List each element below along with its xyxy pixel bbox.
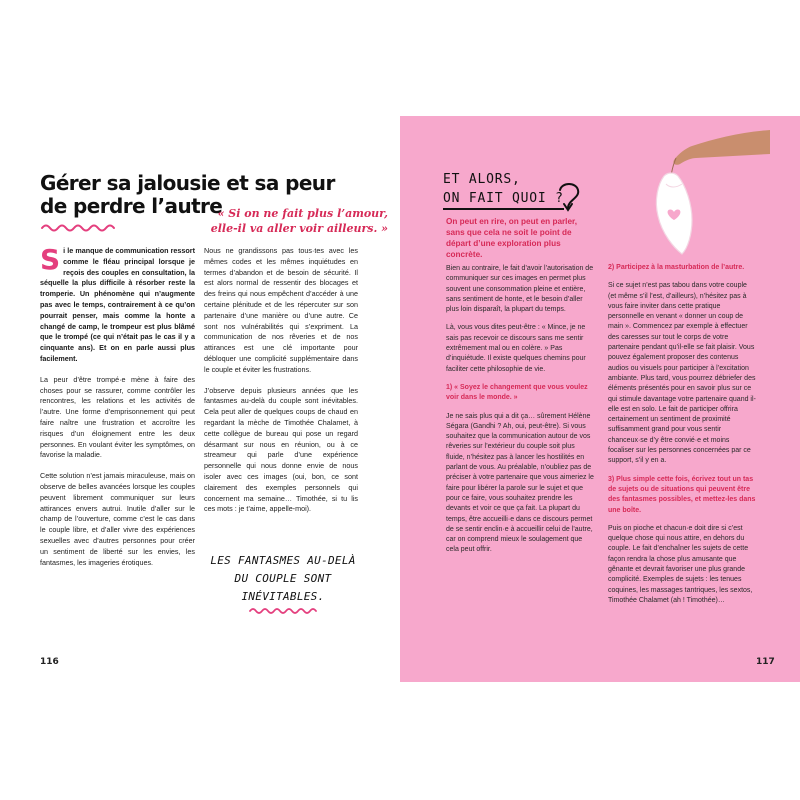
handwritten-callout: LES FANTASMES AU-DELÀ DU COUPLE SONT INÉVITABLES.	[210, 554, 356, 603]
question-curl-icon	[554, 180, 584, 216]
squiggle-icon	[40, 222, 120, 234]
subheading-3: 3) Plus simple cette fois, écrivez tout un tas de sujets ou de situations qui peuvent être des fantasmes possibles, et mettez-les dans une boîte.	[608, 475, 756, 514]
heading-line-1: ET ALORS,	[443, 172, 521, 187]
text-column-4	[608, 263, 756, 614]
intro-highlight: On peut en rire, on peut en parler, sans que cela ne soit le point de départ d’une exploration plus concrète.	[446, 217, 578, 259]
paragraph: Cette solution n’est jamais miraculeuse, mais on observe de belles avancées lorsque les couples peuvent librement communiquer sur leurs attirances envers autrui. Inutile d’aller sur le champ de l’ouverture, comme c’est le cas dans le couple libre, et d’aller vivre des expériences sexuelles avec d’autres personnes pour créer un sentiment de liberté sur les envies, les fantasmes, les imageries érotiques.	[40, 471, 195, 567]
page-title: Gérer sa jalousie et sa peur de perdre l’autre	[40, 171, 335, 218]
hand-illustration-icon	[620, 124, 770, 264]
page-number-left: 116	[40, 657, 59, 667]
subheading-1: 1) « Soyez le changement que vous voulez voir dans le monde. »	[446, 383, 588, 402]
paragraph: J’observe depuis plusieurs années que les fantasmes au-delà du couple sont inévitables. Cela peut aller de quelques coups de chaud en regardant la mèche de Timothée Chalamet, à cette collègue de bureau qui pose un regard désarmant sur nous en réunion, ou à ce streameur qui parle d’une expérience personnelle qui nous donne envie de nous isoler avec ces images (oui, bon, ce sont clairement des exemples personnels qui concernent ma semaine… Timothée, si tu lis ces mots : je t’aime, appelle-moi).	[204, 385, 358, 514]
underline-squiggle-icon	[248, 606, 318, 616]
paragraph: Nous ne grandissons pas tous·tes avec les mêmes codes et les mêmes inquiétudes en termes d’abandon et de besoin de sécurité. Il est alors normal de ressentir des blocages et des freins qui nous empêchent d’accéder à une certaine plénitude et de les répercuter sur son partenaire d’une manière ou d’une autre. Ce sont nos vulnérabilités qui s’expriment. La communication de nos rêveries et de nos attirances est une clé importante pour débloquer une complicité supplémentaire dans le couple et éviter les frustrations.	[204, 246, 358, 374]
subheading-2: 2) Participez à la masturbation de l’autre.	[608, 264, 745, 271]
page-number-right: 117	[756, 657, 775, 667]
lead-paragraph: i le manque de communication ressort comme le fléau principal lorsque je reçois des couples en consultation, la séquelle la plus difficile à résorber reste la tromperie. Un phénomène qui n’augmente pas avec le temps, contrairement à ce qu’on pourrait penser, mais comme la honte a changé de camp, le trompeur est plus blâmé que le trompé (ce qui n’était pas le cas il y a cinquante ans). Et on en parle aussi plus facilement.	[40, 246, 195, 363]
text-column-1	[40, 243, 195, 578]
dropcap: S	[40, 243, 61, 276]
pull-quote: « Si on ne fait plus l’amour, elle-il va aller voir ailleurs. »	[210, 207, 388, 235]
paragraph: Si ce sujet n’est pas tabou dans votre couple (et même s’il l’est, d’ailleurs), n’hésitez pas à vous faire inviter dans cette pratique personnelle en venant « donner un coup de main ». Commencez par exemple à effectuer des caresses sur tout le corps de votre partenaire pendant qu’il-elle se fait plaisir. Vous pouvez également proposer des contenus audios ou visuels pour participer à l’excitation ambiante. Plus tard, vous pourrez débriefer des éléments présentés pour en savoir plus sur ce qui stimule davantage votre partenaire quand il-elle est en solo. Le fait de participer offrira certainement un sentiment de proximité suffisamment grand pour vous sentir chanceux·se d’y être convié·e et moins focaliser sur les personnes concernées par ce support, s’il y en a.	[608, 282, 756, 465]
paragraph: La peur d’être trompé·e mène à faire des choses pour se rassurer, comme contrôler les rencontres, les relations et les activités de l’autre. Une forme d’emprisonnement qui peut faire naître une frustration et accroître les risques d’un éloignement entre les deux personnes. En voulant éviter les symptômes, on favorise la maladie.	[40, 374, 195, 460]
heading-line-2: ON FAIT QUOI ?	[443, 189, 564, 210]
text-column-2	[204, 246, 358, 525]
paragraph: Là, vous vous dites peut-être : « Mince, je ne sais pas recevoir ce discours sans me sentir extrêmement mal ou en colère. » Pas d’inquiétude. Il existe quelques chemins pour faciliter cette philosophie de vie.	[446, 324, 586, 373]
paragraph: Je ne sais plus qui a dit ça… sûrement Hélène Ségara (Gandhi ? Ah, oui, peut-être). Si vous souhaitez que la communication autour de vos rêveries sur l’extérieur du couple soit plus fluide, n’hésitez pas à lancer les hostilités en parlant de vous. Au préalable, n’oubliez pas de préciser à votre partenaire que vous aimeriez le faire pour libérer la parole sur le sujet et que pour ce faire, vous souhaitez prendre les devants et voir ce que ça fait. La plupart du temps, être accueilli·e dans ce discours permet de se sentir enclin·e à accueillir celui de l’autre, car on comprend mieux le soulagement que cela peut offrir.	[446, 412, 594, 554]
text-column-3	[446, 264, 594, 564]
paragraph: Bien au contraire, le fait d’avoir l’autorisation de communiquer sur ces images en permet plus souvent une consommation pleine et entière, sans sentiment de honte, et le besoin d’aller plus loin disparaît, la plupart du temps.	[446, 265, 594, 314]
paragraph: Puis on pioche et chacun·e doit dire si c’est quelque chose qui nous attire, en dehors du couple. Le fait d’enchaîner les sujets de cette façon rendra la chose plus amusante que gênante et devrait favoriser une plus grande complicité. Exemples de sujets : les tenues coquines, les massages tantriques, les sextos, Timothée Chalamet (ah ! Timothée)…	[608, 524, 753, 604]
